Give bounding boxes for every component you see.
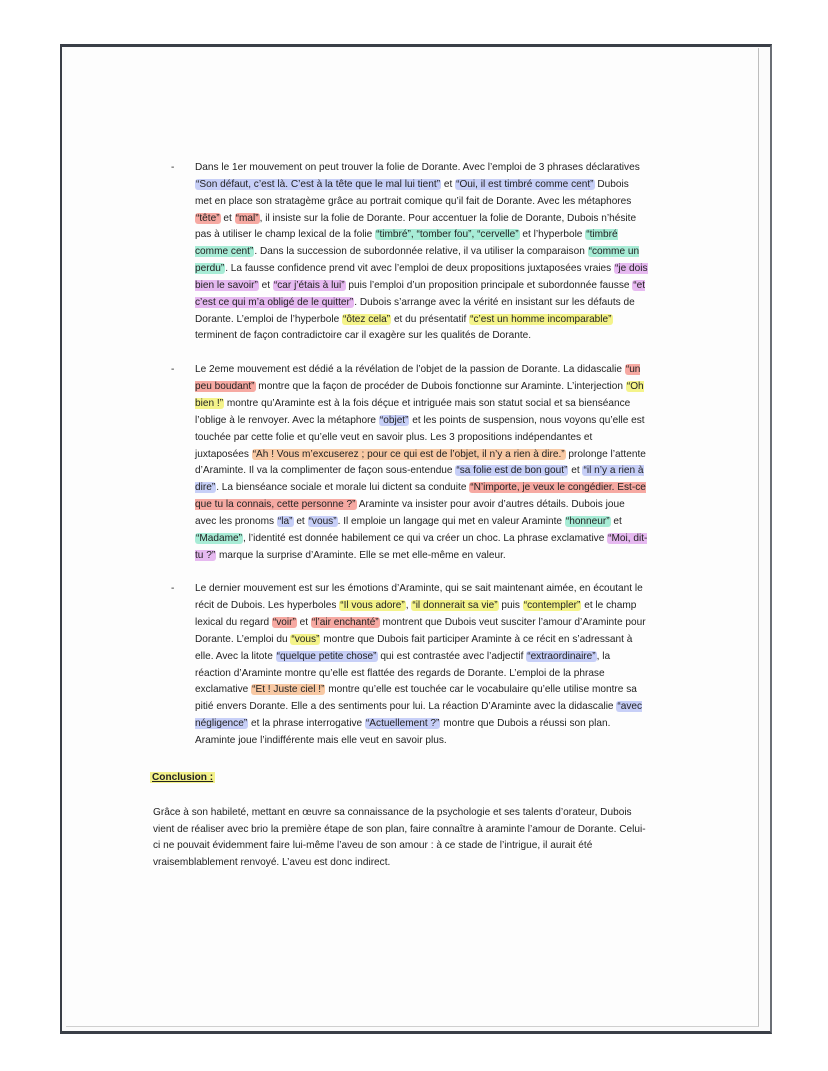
- text-run: , la réaction d’Araminte montre qu’elle est flattée des regards de Dorante. L’emploi de la phrase exclamative: [195, 650, 611, 696]
- text-run: marque la surprise d’Araminte. Elle se met elle-même en valeur.: [216, 549, 506, 561]
- text-run: Dans le 1er mouvement on peut trouver la folie de Dorante. Avec l’emploi de 3 phrases déclaratives: [195, 162, 640, 173]
- highlighted-quote: “avec négligence”: [195, 701, 643, 730]
- text-run: et: [293, 515, 308, 527]
- highlighted-quote: “Actuellement ?”: [365, 718, 440, 730]
- highlighted-quote: “je dois bien le savoir”: [195, 263, 648, 291]
- text-run: et: [220, 212, 235, 224]
- paragraph-mouvement-2: [128, 362, 648, 564]
- highlighted-quote: “timbré comme cent”: [195, 229, 618, 258]
- bullet-dash: -: [171, 364, 175, 376]
- text-run: montre qu’elle est touchée car le vocabulaire qu’elle utilise montre sa pitié envers Dorante. Elle a des sentiments pour lui. La réaction D’Araminte avec la didascalie: [195, 684, 637, 713]
- highlighted-quote: “honneur”: [565, 515, 610, 527]
- paragraph-text: [195, 162, 648, 341]
- highlighted-quote: “la”: [277, 515, 293, 527]
- text-run: et: [441, 178, 456, 190]
- highlighted-quote: “objet”: [379, 414, 409, 426]
- text-run: et: [610, 515, 622, 527]
- highlighted-quote: “Madame”: [196, 532, 242, 544]
- highlighted-quote: “il donnerait sa vie”: [412, 600, 498, 612]
- bullet-dash: -: [171, 162, 175, 173]
- highlighted-quote: “vous”: [308, 515, 337, 527]
- text-run: , il insiste sur la folie de Dorante. Pour accentuer la folie de Dorante, Dubois n’hésite pas à utiliser le champ lexical de la folie: [195, 212, 637, 241]
- highlighted-quote: “et c’est ce qui m’a obligé de le quitter”: [195, 279, 646, 308]
- highlighted-quote: “car j’étais à lui”: [273, 279, 345, 291]
- conclusion-heading-text: Conclusion :: [152, 771, 214, 783]
- text-run: et: [258, 279, 273, 291]
- highlighted-quote: “quelque petite chose”: [276, 650, 377, 662]
- text-run: montre qu’Araminte est à la fois déçue et intriguée mais son statut social et sa bienséance l’oblige à le renvoyer. Avec la métaphore: [195, 397, 631, 426]
- highlighted-quote: “Oui, il est timbré comme cent”: [456, 178, 594, 190]
- text-run: Le dernier mouvement est sur les émotions d’Araminte, qui se sait maintenant aimée, en écoutant le récit de Dubois. Les hyperboles: [195, 583, 643, 612]
- text-run: . La fausse confidence prend vit avec l’emploi de deux propositions juxtaposées vraies: [225, 263, 615, 275]
- highlighted-quote: “Et ! Juste ciel !”: [252, 684, 325, 696]
- document-body: [128, 160, 648, 872]
- text-run: puis l’emploi d’un proposition principale et subordonnée fausse: [345, 279, 633, 291]
- text-run: Araminte va insister pour avoir d’autres détails. Dubois joue avec les pronoms: [195, 499, 625, 527]
- paragraph-text: [195, 583, 646, 746]
- highlighted-quote: “extraordinaire”: [527, 650, 596, 662]
- highlighted-quote: “comme un perdu”: [195, 246, 640, 275]
- highlighted-quote: “contempler”: [523, 600, 581, 612]
- text-run: Dubois met en place son stratagème grâce au portrait comique qu’il fait de Dorante. Avec les métaphores: [195, 178, 632, 207]
- highlighted-quote: “sa folie est de bon gout”: [456, 465, 568, 477]
- highlighted-quote: “l’air enchanté”: [311, 617, 379, 629]
- text-run: qui est contrastée avec l’adjectif: [377, 650, 527, 662]
- highlighted-quote: “Son défaut, c’est là. C’est à la tête que le mal lui tient”: [196, 178, 441, 190]
- conclusion-text: Grâce à son habileté, mettant en œuvre sa connaissance de la psychologie et ses talents d’orateur, Dubois vient de réaliser avec brio la première étape de son plan, faire connaître à araminte l’amour de Dorante. Celui-ci ne pouvait évidemment faire lui-même l’aveu de son amour : à ce stade de l’intrigue, il aurait été vraisemblablement renvoyé. L’aveu est donc indirect.: [153, 806, 646, 869]
- paragraph-mouvement-1: [128, 160, 648, 345]
- text-run: et: [568, 465, 583, 477]
- text-run: . La bienséance sociale et morale lui dictent sa conduite: [216, 482, 470, 494]
- bullet-dash: -: [171, 583, 175, 595]
- text-run: prolonge l’attente d’Araminte. Il va la complimenter de façon sous-entendue: [195, 448, 646, 477]
- highlighted-quote: “N’importe, je veux le congédier. Est-ce que tu la connais, cette personne ?”: [195, 482, 646, 511]
- text-run: . Dans la succession de subordonnée relative, il va utiliser la comparaison: [254, 246, 588, 258]
- text-run: et du présentatif: [391, 313, 470, 325]
- text-run: . Dubois s’arrange avec la vérité en insistant sur les défauts de Dorante. L’emploi de l’hyperbole: [195, 296, 635, 325]
- text-run: montrent que Dubois veut susciter l’amour d’Araminte pour Dorante. L’emploi du: [195, 617, 646, 645]
- highlighted-quote: “vous”: [291, 633, 320, 645]
- highlighted-quote: “Ah ! Vous m’excuserez ; pour ce qui est de l’objet, il n’y a rien à dire.”: [252, 448, 565, 460]
- text-run: et le champ lexical du regard: [195, 600, 637, 629]
- text-run: et les points de suspension, nous voyons qu’elle est touchée par cette folie et qu’elle veut en savoir plus. Les 3 propositions indépendantes et juxtaposées: [195, 414, 645, 460]
- text-run: montre que la façon de procéder de Dubois fonctionne sur Araminte. L’interjection: [255, 381, 626, 393]
- highlighted-quote: “tête”: [196, 212, 220, 224]
- highlighted-quote: “Oh bien !”: [195, 381, 644, 409]
- highlighted-quote: “mal”: [235, 212, 259, 224]
- highlighted-quote: “il n’y a rien à dire”: [195, 465, 644, 494]
- text-run: terminent de façon contradictoire car il exagère sur les qualités de Dorante.: [195, 330, 532, 342]
- text-run: Le 2eme mouvement est dédié a la révélation de l’objet de la passion de Dorante. La didascalie: [195, 364, 625, 376]
- text-run: et l’hyperbole: [519, 229, 586, 241]
- text-run: . Il emploie un langage qui met en valeur Araminte: [337, 515, 565, 527]
- highlighted-quote: “Il vous adore”: [340, 600, 405, 612]
- conclusion-heading: [150, 770, 648, 787]
- text-run: puis: [498, 600, 523, 612]
- highlighted-quote: “ôtez cela”: [343, 313, 391, 325]
- text-run: ,: [405, 600, 412, 612]
- highlighted-quote: “Moi, dit-tu ?”: [195, 532, 648, 561]
- highlighted-quote: “un peu boudant”: [195, 364, 641, 393]
- highlighted-quote: “timbré”, “tomber fou”, “cervelle”: [376, 229, 519, 241]
- text-run: et la phrase interrogative: [248, 718, 365, 730]
- paragraph-mouvement-3: [128, 581, 648, 749]
- text-run: montre que Dubois fait participer Araminte à ce récit en s’adressant à elle. Avec la litote: [195, 633, 633, 662]
- highlighted-quote: “voir”: [272, 617, 296, 629]
- text-run: montre que Dubois a réussi son plan. Araminte joue l’indifférente mais elle veut en savoir plus.: [195, 718, 611, 746]
- paragraph-text: [195, 364, 647, 560]
- text-run: , l’identité est donnée habilement ce qui va créer un choc. La phrase exclamative: [243, 532, 608, 544]
- highlighted-quote: “c’est un homme incomparable”: [470, 313, 612, 325]
- text-run: et: [296, 617, 311, 629]
